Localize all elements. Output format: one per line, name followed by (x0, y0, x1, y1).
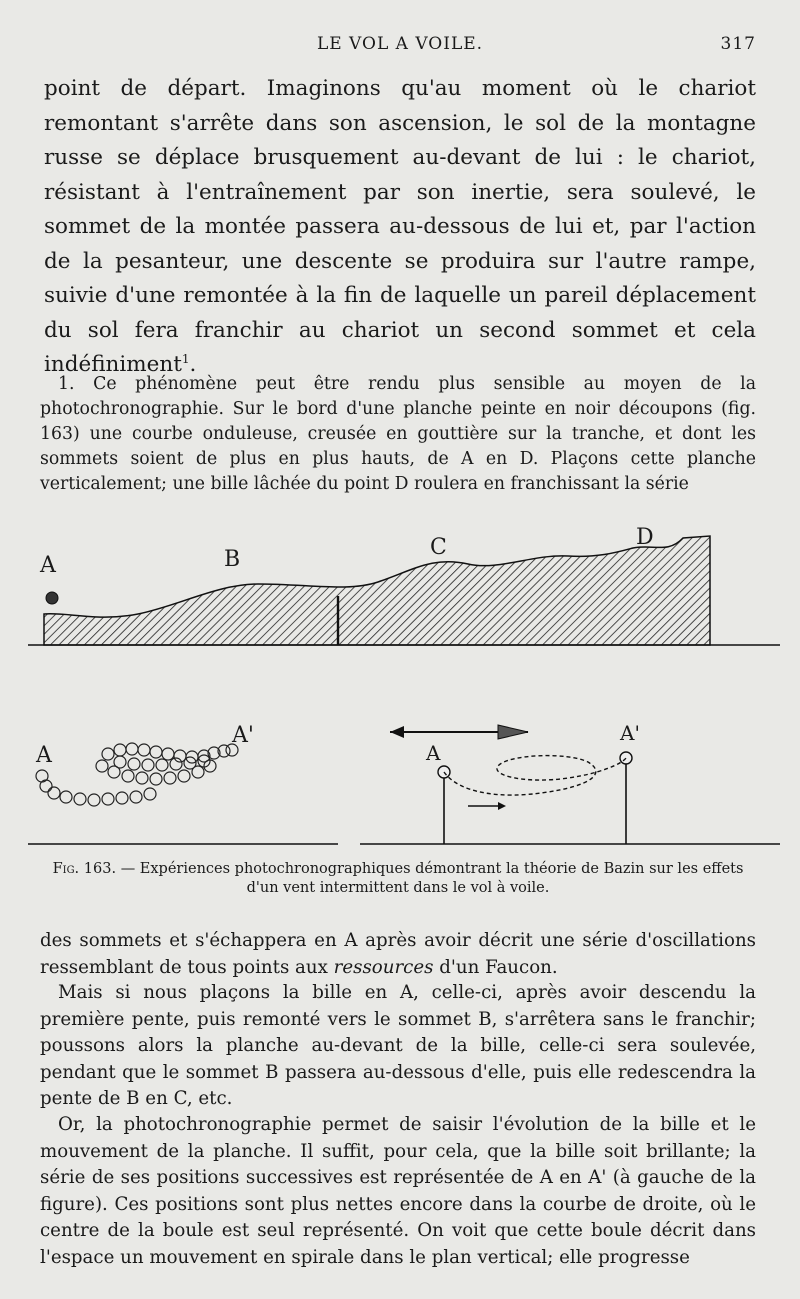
label-a: A (40, 553, 56, 578)
footnote-marker: 1 (181, 351, 190, 366)
label-b: B (224, 547, 241, 572)
wavy-board-diagram (28, 525, 780, 645)
spiral-path (444, 756, 626, 795)
running-head (40, 34, 760, 58)
running-title: LE VOL A VOILE. (316, 34, 484, 54)
paragraph-3: Or, la photochronographie permet de saisir l'évolution de la bille et le mouvement de la planche. Il suffit, pour cela, que la bille soit brillante; la série de ses positions successives est représentée de A en A' (à gauche de la figure). Ces positions sont plus nettes encore dans la courbe de droite, où le centre de la boule est seul représenté. On voit que cette boule décrit dans l'espace un mouvement en spirale dans le plan vertical; elle progresse (40, 1114, 756, 1268)
p1-before: des sommets et s'échappera en A après avoir décrit une série d'oscillations ressemblant de tous points aux (40, 930, 756, 978)
p1-after: d'un Faucon. (439, 956, 558, 978)
p1-italic: ressources (333, 956, 434, 978)
label-c: C (430, 535, 447, 560)
main-paragraph: point de départ. Imaginons qu'au moment où le chariot remontant s'arrête dans son ascension, le sol de la montagne russe se déplace brusquement au-devant de lui : le chariot, résistant à l'entraînement par son inertie, sera soulevé, le sommet de la montée passera au-dessous de lui et, par l'action de la pesanteur, une descente se produira sur l'autre rampe, suivie d'une remontée à la fin de laquelle un pareil déplacement du sol fera franchir au chariot un second sommet et cela indéfiniment$^1$. (44, 76, 756, 377)
ball-icon (46, 592, 58, 604)
footnote: 1. Ce phénomène peut être rendu plus sensible au moyen de la photochronographie. Sur le bord d'une planche peinte en noir découpons (fig. 163) une courbe onduleuse, creusée en gouttière sur la tranche, et dont les sommets soient de plus en plus hauts, de A en D. Plaçons cette planche verticalement; une bille lâchée du point D roulera en franchissant la série (40, 374, 756, 494)
ball-positions-diagram (28, 723, 338, 844)
spiral-trajectory-diagram (360, 721, 780, 844)
figure-caption (40, 860, 756, 898)
label-a-prime-right: A' (620, 721, 640, 745)
hatched-board (44, 536, 710, 645)
ball-chain (36, 743, 238, 806)
post-a-prime-knob (620, 752, 632, 764)
page-number: 317 (720, 34, 756, 54)
board-motion-arrow-icon (468, 802, 506, 810)
paragraph-1 (40, 928, 756, 981)
main-text: point de départ. Imaginons qu'au moment où le chariot remontant s'arrête dans son ascension, le sol de la montagne russe se déplace brusquement au-devant de lui : le chariot, résistant à l'entraînement par son inertie, sera soulevé, le sommet de la montée passera au-dessous de lui et, par l'action de la pesanteur, une descente se produira sur l'autre rampe, suivie d'une remontée à la fin de laquelle un pareil déplacement du sol fera franchir au chariot un second sommet et cela indéfiniment (44, 76, 756, 377)
label-d: D (636, 525, 654, 550)
caption-label: Fig. 163. (52, 861, 117, 877)
caption-text: — Expériences photochronographiques démontrant la théorie de Bazin sur les effets d'un vent intermittent dans le vol à voile. (120, 861, 744, 896)
figure-163 (28, 514, 780, 854)
paragraph-2: Mais si nous plaçons la bille en A, celle-ci, après avoir descendu la première pente, puis remonté vers le sommet B, s'arrêtera sans le franchir; poussons alors la planche au-devant de la bille, celle-ci sera soulevée, pendant que le sommet B passera au-dessous d'elle, puis elle redescendra la pente de B en C, etc. (40, 982, 756, 1109)
label-a-left: A (36, 743, 52, 768)
wind-arrow-icon (390, 725, 528, 739)
label-a-prime-left: A' (232, 723, 254, 748)
label-a-right: A (426, 741, 441, 765)
